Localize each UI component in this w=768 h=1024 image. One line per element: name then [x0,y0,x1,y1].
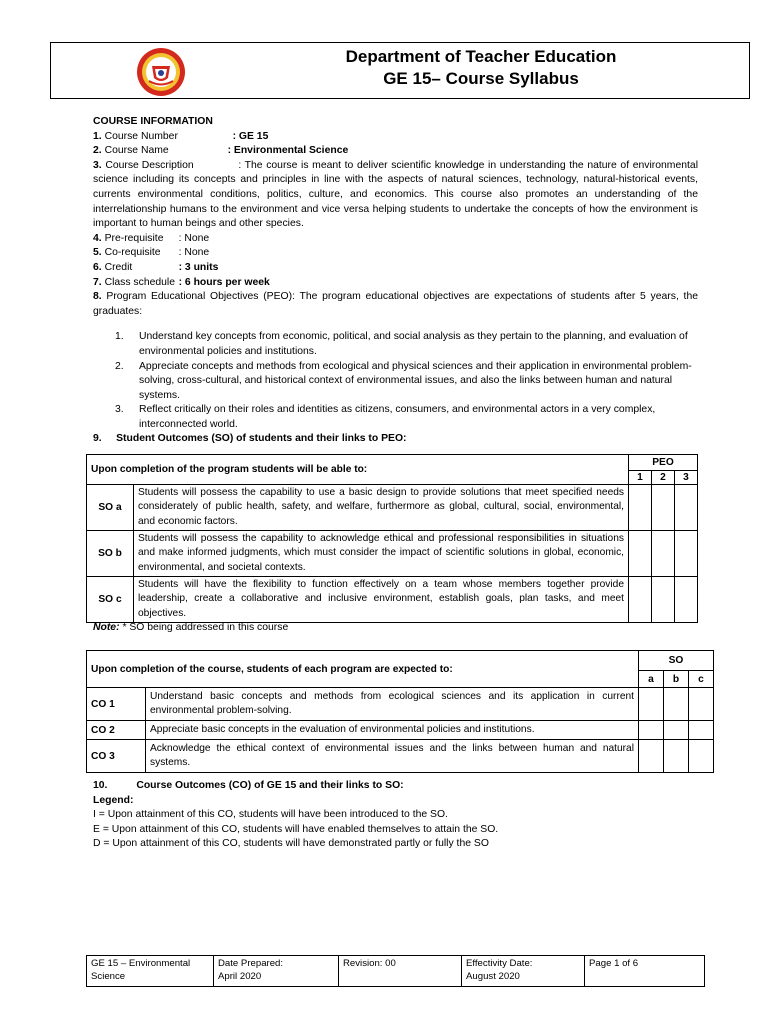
co-links-heading: 10. Course Outcomes (CO) of GE 15 and their links to SO: [93,780,404,791]
section-heading: COURSE INFORMATION [93,116,213,127]
table-row: CO 2 Appreciate basic concepts in the evaluation of environmental policies and institutions. [87,721,714,740]
credit-row: 6. Credit : 3 units [93,261,219,273]
footer-revision: Revision: 00 [339,956,462,987]
legend-item: E = Upon attainment of this CO, students will have enabled themselves to attain the SO. [93,823,499,835]
list-item: 2. Appreciate concepts and methods from ecological and physical sciences and their application in environmental problem-solving, cross-cultural, and historical context of environmental issues, and also the links between human and natural systems. [115,360,692,401]
course-number-row: 1. Course Number : GE 15 [93,130,269,142]
peo-header: PEO [629,455,698,471]
class-schedule-row: 7. Class schedule : 6 hours per week [93,276,270,288]
document-header [50,42,750,99]
so-note: Note: * SO being addressed in this course [93,622,289,633]
syllabus-title: GE 15– Course Syllabus [383,69,579,88]
footer-course: GE 15 – Environmental Science [87,956,214,987]
table-row: SO b Students will possess the capability to acknowledge ethical and professional responsibilities in situations and make informed judgments, which must consider the impact of scientific solutions in global, economic, environmental, and societal contexts. [87,531,698,577]
student-outcomes-table: Upon completion of the program students will be able to: PEO 1 2 3 SO a Students will possess the capability to use a basic design to provide solutions that meet specified needs considerately of public health, safety, and welfare, furthermore as global, cultural, social, environmental, and economic factors. SO b Students will possess the capability to acknowledge ethical and professional responsibilities in situations and make informed judgments, which must consider the impact of scientific solutions in global, economic, environmental, and societal contexts. SO c Students will have the flexibility to function effectively on a team whose members together provide leadership, create a collaborative and inclusive environment, establish goals, plan tasks, and meet objectives. [86,454,698,623]
co-links-section [93,779,698,852]
course-description-text: : The course is meant to deliver scientific knowledge in understanding the nature of environmental science including its concepts and principles in line with the aspects of natural sciences, technology, natural-historical events, currents environmental conditions, politics, culture, and economics. This course also promotes an understanding of the interrelationship humans to the environment and vice versa helping students to undertake the concepts of how the environment is important to human beings and other species. [93,159,698,230]
corequisite-row: 5. Co-requisite : None [93,247,210,259]
co-table-header: Upon completion of the course, students of each program are expected to: [87,651,639,688]
list-item: 1. Understand key concepts from economic, political, and social analysis as they pertain to the planning, and evaluation of environmental policies and institutions. [115,331,688,357]
department-title: Department of Teacher Education [345,47,617,66]
so-section-heading: 9. Student Outcomes (SO) of students and their links to PEO: [93,433,407,445]
footer-page-number: Page 1 of 6 [585,956,705,987]
course-information [93,115,698,447]
course-name-value: : Environmental Science [227,145,349,157]
table-row: CO 1 Understand basic concepts and methods from ecological sciences and its application in current environmental problem-solving. [87,688,714,721]
footer-date-prepared: Date Prepared: April 2020 [214,956,339,987]
footer-effectivity: Effectivity Date: August 2020 [462,956,585,987]
peo-intro: 8. Program Educational Objectives (PEO): The program educational objectives are expectations of students after 5 years, the graduates: [93,291,698,317]
table-row: SO a Students will possess the capability to use a basic design to provide solutions that meet specified needs considerately of public health, safety, and welfare, furthermore as global, cultural, social, environmental, and economic factors. [87,485,698,531]
table-row: CO 3 Acknowledge the ethical context of environmental issues and the links between human and natural systems. [87,740,714,773]
legend-item: I = Upon attainment of this CO, students will have been introduced to the SO. [93,809,448,821]
document-footer [86,955,705,987]
course-outcomes-table: Upon completion of the course, students of each program are expected to: SO a b c CO 1 Understand basic concepts and methods from ecological sciences and its application in current environmental problem-solving. CO 2 Appreciate basic concepts in the evaluation of environmental policies and institutions. CO 3 Acknowledge the ethical context of environmental issues and the links between human and natural systems. [86,650,714,773]
table-row: SO c Students will have the flexibility to function effectively on a team whose members together provide leadership, create a collaborative and inclusive environment, establish goals, plan tasks, and meet objectives. [87,577,698,623]
college-seal-logo [136,47,186,97]
legend-item: D = Upon attainment of this CO, students will have demonstrated partly or fully the SO [93,838,489,850]
so-header: SO [639,651,714,671]
program-objectives-list [93,330,698,432]
course-name-row: 2. Course Name : Environmental Science [93,145,349,157]
course-description-row: 3. Course Description : The course is meant to deliver scientific knowledge in understanding the nature of environmental science including its concepts and principles in line with the aspects of natural sciences, technology, natural-historical events, currents environmental conditions, politics, culture, and economics. This course also promotes an understanding of the interrelationship humans to the environment and vice versa helping students to undertake the concepts of how the environment is important to human beings and other species. [93,159,698,230]
course-number-value: : GE 15 [232,130,269,142]
so-table-header: Upon completion of the program students will be able to: [87,455,629,485]
legend-label: Legend: [93,794,134,806]
list-item: 3. Reflect critically on their roles and identities as citizens, consumers, and environmental actors in a very complex, interconnected world. [115,404,656,430]
prerequisite-row: 4. Pre-requisite : None [93,232,210,244]
